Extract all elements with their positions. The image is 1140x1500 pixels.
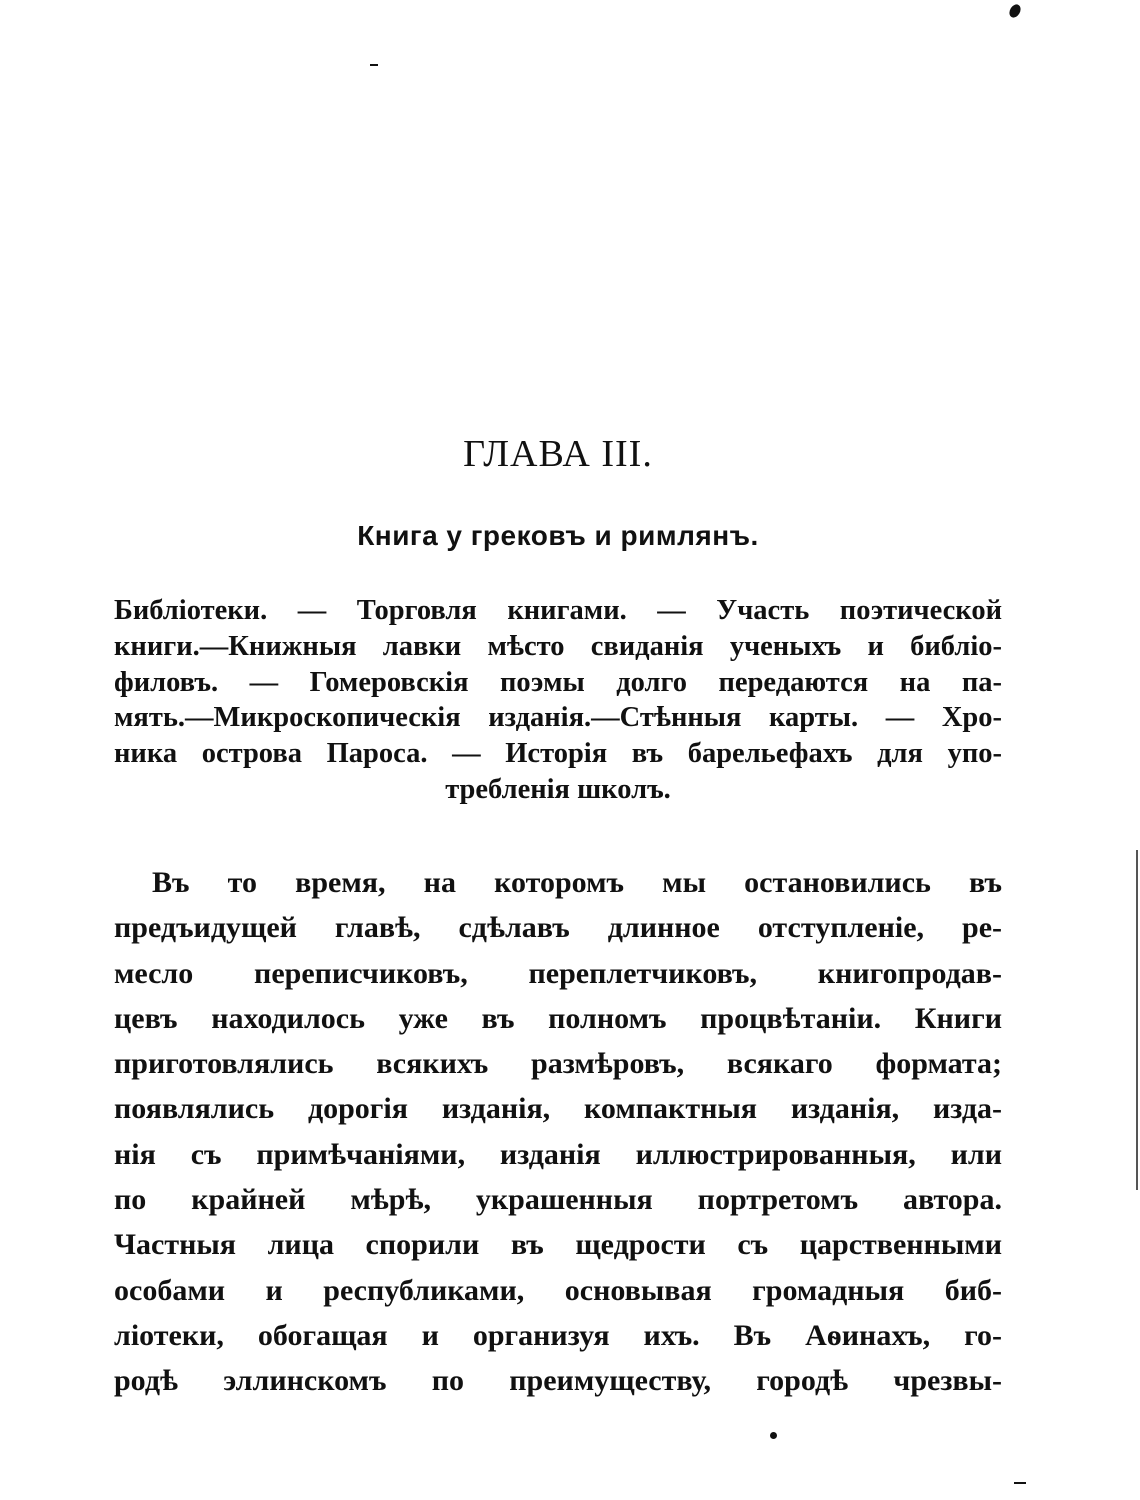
body-line: родѣ эллинскомъ по преимуществу, городѣ чрезвы- <box>114 1364 1002 1398</box>
ink-speck-right-edge <box>1136 850 1138 1190</box>
body-line: особами и республиками, основывая громадныя биб- <box>114 1273 1002 1307</box>
body-line: месло переписчиковъ, переплетчиковъ, книгопродав- <box>114 956 1002 990</box>
chapter-heading: ГЛАВА III. <box>463 433 653 475</box>
body-line: Въ то время, на которомъ мы остановились въ <box>152 866 1002 899</box>
ink-speck-bottom-right <box>1014 1482 1026 1484</box>
chapter-summary <box>114 593 1002 808</box>
body-line: предъидущей главѣ, сдѣлавъ длинное отступленіе, ре- <box>114 911 1002 945</box>
ink-speck-top <box>370 64 378 66</box>
body-line: появлялись дорогія изданія, компактныя изданія, изда- <box>114 1092 1002 1126</box>
body-line: нія съ примѣчаніями, изданія иллюстрированныя, или <box>114 1137 1002 1171</box>
body-paragraph <box>114 860 1002 1404</box>
body-line: по крайней мѣрѣ, украшенныя портретомъ автора. <box>114 1183 1002 1217</box>
body-line: ліотеки, обогащая и организуя ихъ. Въ Аѳинахъ, го- <box>114 1318 1002 1352</box>
summary-line: Библіотеки. — Торговля книгами. — Участь поэтической <box>114 595 1002 626</box>
body-line: Частныя лица спорили въ щедрости съ царственными <box>114 1228 1002 1262</box>
summary-line: мять.—Микроскопическія изданія.—Стѣнныя карты. — Хро- <box>114 702 1002 734</box>
summary-line: филовъ. — Гомеровскія поэмы долго передаются на па- <box>114 666 1002 698</box>
summary-line: книги.—Книжныя лавки мѣсто свиданія ученыхъ и библіо- <box>114 630 1002 662</box>
ink-speck-top-right <box>1007 2 1023 19</box>
summary-line: требленія школъ. <box>445 773 671 805</box>
ink-speck-bottom <box>770 1432 777 1439</box>
body-line: цевъ находилось уже въ полномъ процвѣтаніи. Книги <box>114 1001 1002 1035</box>
summary-line: ника острова Пароса. — Исторія въ барельефахъ для упо- <box>114 738 1002 770</box>
chapter-title: Книга у грековъ и римлянъ. <box>357 520 759 551</box>
body-line: приготовлялись всякихъ размѣровъ, всякаго формата; <box>114 1047 1002 1081</box>
